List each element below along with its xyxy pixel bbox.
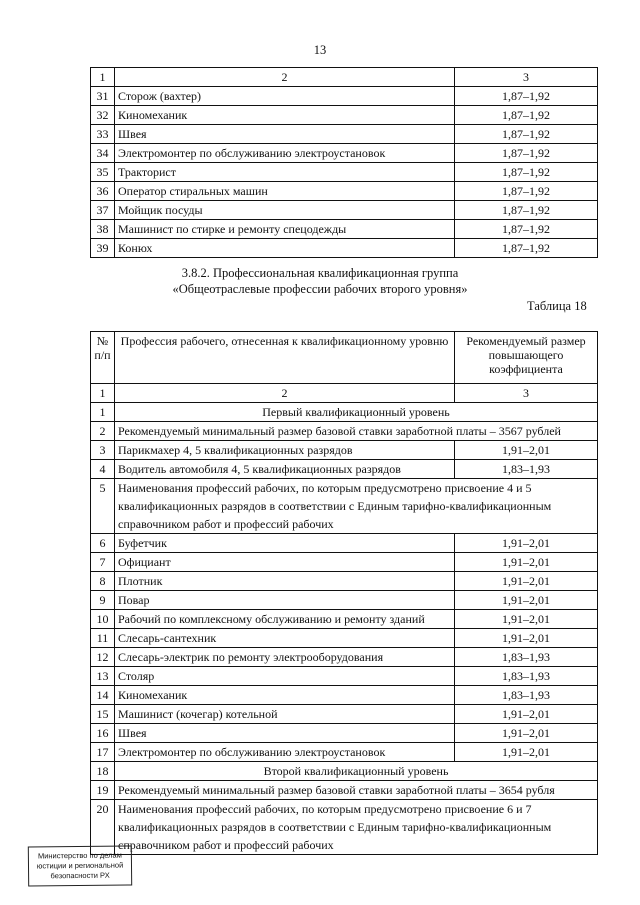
table-row — [91, 441, 598, 460]
table-18-header-row — [91, 332, 598, 384]
profession-name: Официант — [115, 553, 455, 572]
row-number: 20 — [91, 800, 115, 855]
table-continued — [90, 67, 598, 258]
row-number: 19 — [91, 781, 115, 800]
profession-name: Сторож (вахтер) — [115, 87, 455, 106]
profession-name: Слесарь-электрик по ремонту электрооборудования — [115, 648, 455, 667]
table-row — [91, 648, 598, 667]
table-18 — [90, 331, 598, 855]
row-description: Наименования профессий рабочих, по которым предусмотрено присвоение 6 и 7 квалификационных разрядов в соответствии с Единым тарифно-квалификационным справочником работ и профессий рабочих — [115, 800, 598, 855]
table-row — [91, 125, 598, 144]
coefficient-value: 1,91–2,01 — [455, 441, 598, 460]
ministry-stamp — [28, 845, 132, 886]
row-number: 34 — [91, 144, 115, 163]
row-number: 31 — [91, 87, 115, 106]
row-number: 3 — [91, 441, 115, 460]
coefficient-value: 1,83–1,93 — [455, 648, 598, 667]
stamp-line-1: Министерство по делам — [37, 850, 122, 861]
table-row — [91, 724, 598, 743]
header-col-3: 3 — [455, 68, 598, 87]
table-row — [91, 201, 598, 220]
row-number: 7 — [91, 553, 115, 572]
profession-name: Слесарь-сантехник — [115, 629, 455, 648]
row-number: 9 — [91, 591, 115, 610]
coefficient-value: 1,91–2,01 — [455, 572, 598, 591]
profession-name: Оператор стиральных машин — [115, 182, 455, 201]
profession-name: Буфетчик — [115, 534, 455, 553]
coefficient-value: 1,87–1,92 — [455, 106, 598, 125]
coefficient-value: 1,87–1,92 — [455, 163, 598, 182]
numbering-col-3: 3 — [455, 384, 598, 403]
coefficient-value: 1,91–2,01 — [455, 553, 598, 572]
row-number: 15 — [91, 705, 115, 724]
row-number: 10 — [91, 610, 115, 629]
table-row — [91, 422, 598, 441]
table-row — [91, 686, 598, 705]
header-profession: Профессия рабочего, отнесенная к квалификационному уровню — [115, 332, 455, 384]
table-row — [91, 220, 598, 239]
table-row — [91, 743, 598, 762]
profession-name: Электромонтер по обслуживанию электроустановок — [115, 144, 455, 163]
profession-name: Тракторист — [115, 163, 455, 182]
table-row — [91, 106, 598, 125]
row-number: 38 — [91, 220, 115, 239]
coefficient-value: 1,87–1,92 — [455, 144, 598, 163]
table-row — [91, 144, 598, 163]
table-row — [91, 239, 598, 258]
row-number: 37 — [91, 201, 115, 220]
coefficient-value: 1,91–2,01 — [455, 629, 598, 648]
section-title-line-2: «Общеотраслевые профессии рабочих второго уровня» — [172, 282, 468, 296]
coefficient-value: 1,87–1,92 — [455, 125, 598, 144]
row-number: 12 — [91, 648, 115, 667]
profession-name: Водитель автомобиля 4, 5 квалификационных разрядов — [115, 460, 455, 479]
table-row — [91, 591, 598, 610]
table-row — [91, 460, 598, 479]
row-number: 1 — [91, 403, 115, 422]
profession-name: Машинист (кочегар) котельной — [115, 705, 455, 724]
profession-name: Швея — [115, 125, 455, 144]
table-row — [91, 534, 598, 553]
numbering-col-2: 2 — [115, 384, 455, 403]
profession-name: Швея — [115, 724, 455, 743]
table-row — [91, 553, 598, 572]
table-row — [91, 705, 598, 724]
section-title — [0, 265, 640, 297]
profession-name: Рабочий по комплексному обслуживанию и ремонту зданий — [115, 610, 455, 629]
header-number: № п/п — [91, 332, 115, 384]
profession-name: Киномеханик — [115, 686, 455, 705]
coefficient-value: 1,87–1,92 — [455, 201, 598, 220]
coefficient-value: 1,91–2,01 — [455, 724, 598, 743]
coefficient-value: 1,91–2,01 — [455, 591, 598, 610]
row-number: 36 — [91, 182, 115, 201]
coefficient-value: 1,87–1,92 — [455, 182, 598, 201]
row-number: 8 — [91, 572, 115, 591]
row-number: 2 — [91, 422, 115, 441]
row-number: 6 — [91, 534, 115, 553]
row-number: 14 — [91, 686, 115, 705]
coefficient-value: 1,83–1,93 — [455, 667, 598, 686]
section-title-line-1: 3.8.2. Профессиональная квалификационная группа — [181, 266, 459, 280]
profession-name: Парикмахер 4, 5 квалификационных разрядов — [115, 441, 455, 460]
profession-name: Мойщик посуды — [115, 201, 455, 220]
numbering-col-1: 1 — [91, 384, 115, 403]
row-number: 32 — [91, 106, 115, 125]
table-row — [91, 800, 598, 855]
page-number: 13 — [313, 43, 327, 57]
stamp-line-3: безопасности РХ — [50, 870, 110, 881]
row-description: Рекомендуемый минимальный размер базовой ставки заработной платы – 3654 рубля — [115, 781, 598, 800]
coefficient-value: 1,91–2,01 — [455, 610, 598, 629]
table-row — [91, 182, 598, 201]
coefficient-value: 1,91–2,01 — [455, 743, 598, 762]
coefficient-value: 1,91–2,01 — [455, 705, 598, 724]
table-row — [91, 163, 598, 182]
profession-name: Машинист по стирке и ремонту спецодежды — [115, 220, 455, 239]
profession-name: Конюх — [115, 239, 455, 258]
row-description: Наименования профессий рабочих, по которым предусмотрено присвоение 4 и 5 квалификационных разрядов в соответствии с Единым тарифно-квалификационным справочником работ и профессий рабочих — [115, 479, 598, 534]
coefficient-value: 1,87–1,92 — [455, 87, 598, 106]
row-number: 18 — [91, 762, 115, 781]
table-label: Таблица 18 — [527, 299, 587, 313]
coefficient-value: 1,87–1,92 — [455, 220, 598, 239]
row-number: 11 — [91, 629, 115, 648]
table-continued-body — [91, 68, 598, 258]
coefficient-value: 1,91–2,01 — [455, 534, 598, 553]
table-18-body — [91, 332, 598, 855]
stamp-line-2: юстиции и региональной — [36, 860, 124, 871]
table-row — [91, 403, 598, 422]
profession-name: Столяр — [115, 667, 455, 686]
coefficient-value: 1,83–1,93 — [455, 686, 598, 705]
row-number: 5 — [91, 479, 115, 534]
row-number: 13 — [91, 667, 115, 686]
qualification-level-heading: Первый квалификационный уровень — [115, 403, 598, 422]
row-description: Рекомендуемый минимальный размер базовой ставки заработной платы – 3567 рублей — [115, 422, 598, 441]
table-row — [91, 87, 598, 106]
profession-name: Плотник — [115, 572, 455, 591]
row-number: 39 — [91, 239, 115, 258]
table-header-row — [91, 68, 598, 87]
row-number: 4 — [91, 460, 115, 479]
row-number: 33 — [91, 125, 115, 144]
row-number: 35 — [91, 163, 115, 182]
table-row — [91, 667, 598, 686]
row-number: 17 — [91, 743, 115, 762]
qualification-level-heading: Второй квалификационный уровень — [115, 762, 598, 781]
header-coefficient: Рекомендуемый размер повышающего коэффициента — [455, 332, 598, 384]
table-row — [91, 781, 598, 800]
coefficient-value: 1,87–1,92 — [455, 239, 598, 258]
header-col-1: 1 — [91, 68, 115, 87]
table-18-numbering-row — [91, 384, 598, 403]
row-number: 16 — [91, 724, 115, 743]
profession-name: Повар — [115, 591, 455, 610]
table-row — [91, 610, 598, 629]
header-col-2: 2 — [115, 68, 455, 87]
profession-name: Киномеханик — [115, 106, 455, 125]
profession-name: Электромонтер по обслуживанию электроустановок — [115, 743, 455, 762]
coefficient-value: 1,83–1,93 — [455, 460, 598, 479]
table-row — [91, 629, 598, 648]
table-row — [91, 572, 598, 591]
table-row — [91, 479, 598, 534]
table-row — [91, 762, 598, 781]
